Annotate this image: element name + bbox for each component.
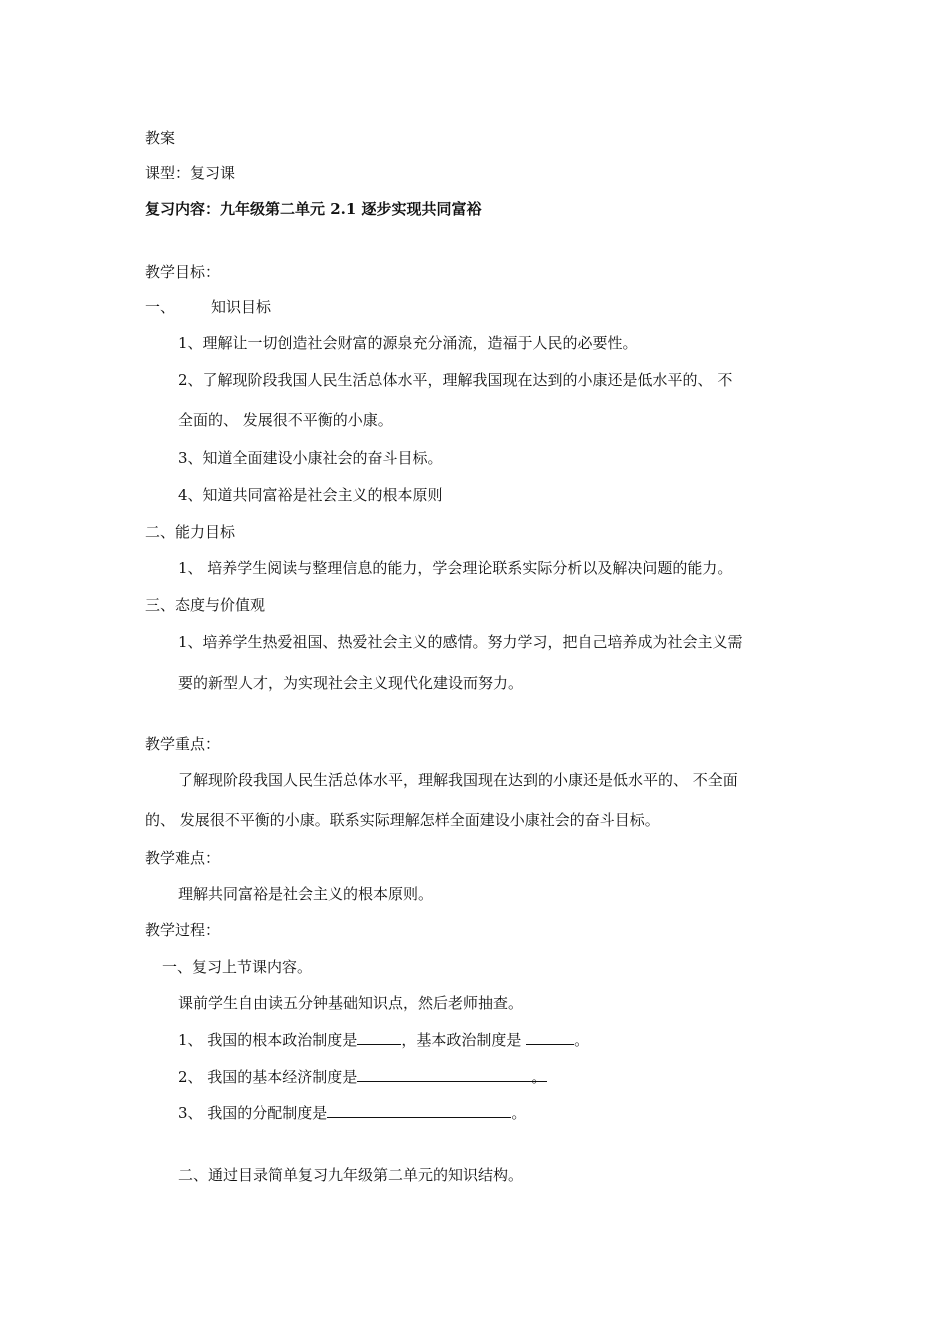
quiz-question-text: 1、 我国的根本政治制度是 [178,1031,358,1049]
key-points-line: 了解现阶段我国人民生活总体水平，理解我国现在达到的小康还是低水平的、 不全面 [178,771,738,789]
process-heading: 教学过程： [145,921,221,939]
doc-title: 教案 [145,129,176,147]
knowledge-num: 一、 [145,298,176,316]
quiz-question-end: 。 [574,1031,590,1049]
answer-blank[interactable] [526,1030,574,1045]
attitude-line: 要的新型人才，为实现社会主义现代化建设而努力。 [178,674,524,692]
ability-item: 1、 培养学生阅读与整理信息的能力，学会理论联系实际分析以及解决问题的能力。 [178,559,733,577]
knowledge-item: 1、理解让一切创造社会财富的源泉充分涌流，造福于人民的必要性。 [178,334,638,352]
answer-blank[interactable] [357,1067,547,1086]
difficult-points-text: 理解共同富裕是社会主义的根本原则。 [178,885,434,903]
attitude-heading: 三、态度与价值观 [145,596,266,614]
knowledge-item: 2、了解现阶段我国人民生活总体水平，理解我国现在达到的小康还是低水平的、 不 [178,371,733,389]
quiz-question-2 [178,1067,547,1087]
quiz-question-text: ，基本政治制度是 [401,1031,522,1049]
difficult-points-heading: 教学难点： [145,849,221,867]
knowledge-label: 知识目标 [211,298,272,316]
quiz-question-1 [178,1030,589,1050]
quiz-question-text: 2、 我国的基本经济制度是 [178,1068,358,1086]
quiz-question-end: 。 [511,1104,527,1122]
goals-heading: 教学目标： [145,263,221,281]
course-type: 课型：复习课 [145,164,236,182]
attitude-line: 1、培养学生热爱祖国、热爱社会主义的感情。努力学习，把自己培养成为社会主义需 [178,633,743,651]
key-points-line: 的、 发展很不平衡的小康。联系实际理解怎样全面建设小康社会的奋斗目标。 [145,811,660,829]
knowledge-item: 4、知道共同富裕是社会主义的根本原则 [178,486,443,504]
key-points-heading: 教学重点： [145,735,221,753]
answer-blank[interactable] [327,1103,511,1118]
knowledge-item: 全面的、 发展很不平衡的小康。 [178,411,393,429]
quiz-question-text: 3、 我国的分配制度是 [178,1104,328,1122]
review-content: 复习内容：九年级第二单元 2.1 逐步实现共同富裕 [145,200,482,218]
knowledge-item: 3、知道全面建设小康社会的奋斗目标。 [178,449,443,467]
ability-heading: 二、能力目标 [145,523,236,541]
process-step-2: 二、通过目录简单复习九年级第二单元的知识结构。 [178,1166,524,1184]
quiz-question-3 [178,1103,526,1123]
answer-blank[interactable] [357,1030,401,1045]
process-step-1: 一、复习上节课内容。 [162,958,313,976]
quiz-question-end: 。 [531,1068,547,1086]
process-intro: 课前学生自由读五分钟基础知识点，然后老师抽查。 [178,994,524,1012]
